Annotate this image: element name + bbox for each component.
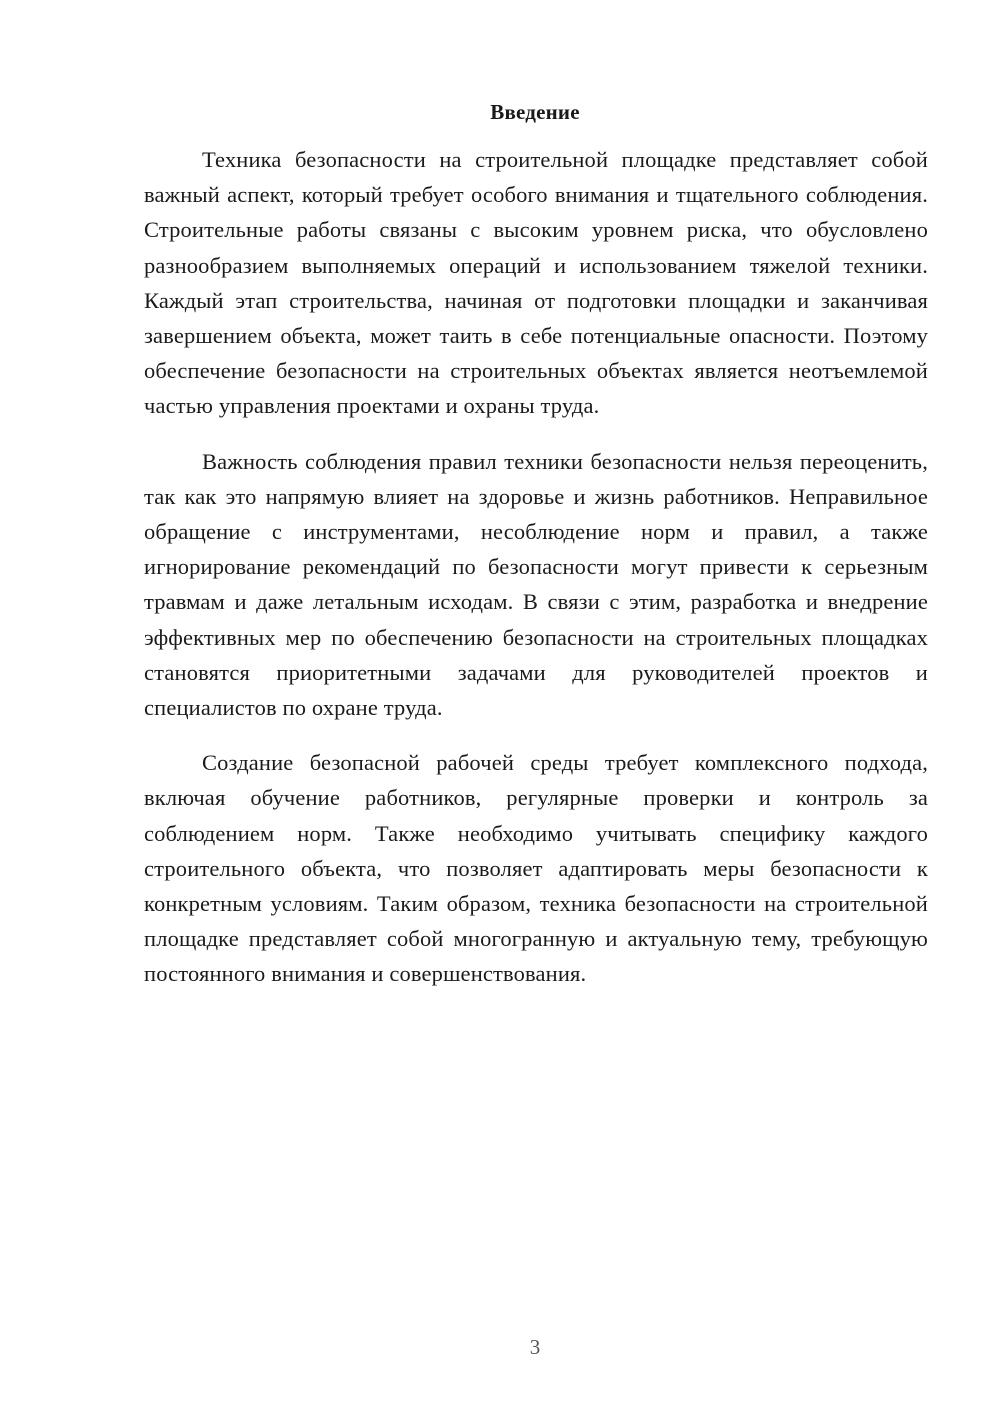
body-text (144, 142, 928, 992)
section-heading: Введение (490, 100, 580, 124)
paragraph: Создание безопасной рабочей среды требует комплексного подхода, включая обучение работников, регулярные проверки и контроль за соблюдением норм. Также необходимо учитывать специфику каждого строительного объекта, что позволяет адаптировать меры безопасности к конкретным условиям. Таким образом, техника безопасности на строительной площадке представляет собой многогранную и актуальную тему, требующую постоянного внимания и совершенствования. (144, 750, 928, 987)
paragraph: Техника безопасности на строительной площадке представляет собой важный аспект, который требует особого внимания и тщательного соблюдения. Строительные работы связаны с высоким уровнем риска, что обусловлено разнообразием выполняемых операций и использованием тяжелой техники. Каждый этап строительства, начиная от подготовки площадки и заканчивая завершением объекта, может таить в себе потенциальные опасности. Поэтому обеспечение безопасности на строительных объектах является неотъемлемой частью управления проектами и охраны труда. (144, 147, 928, 419)
page-number: 3 (529, 1335, 541, 1359)
paragraph: Важность соблюдения правил техники безопасности нельзя переоценить, так как это напрямую влияет на здоровье и жизнь работников. Неправильное обращение с инструментами, несоблюдение норм и правил, а также игнорирование рекомендаций по безопасности могут привести к серьезным травмам и даже летальным исходам. В связи с этим, разработка и внедрение эффективных мер по обеспечению безопасности на строительных площадках становятся приоритетными задачами для руководителей проектов и специалистов по охране труда. (144, 448, 928, 721)
